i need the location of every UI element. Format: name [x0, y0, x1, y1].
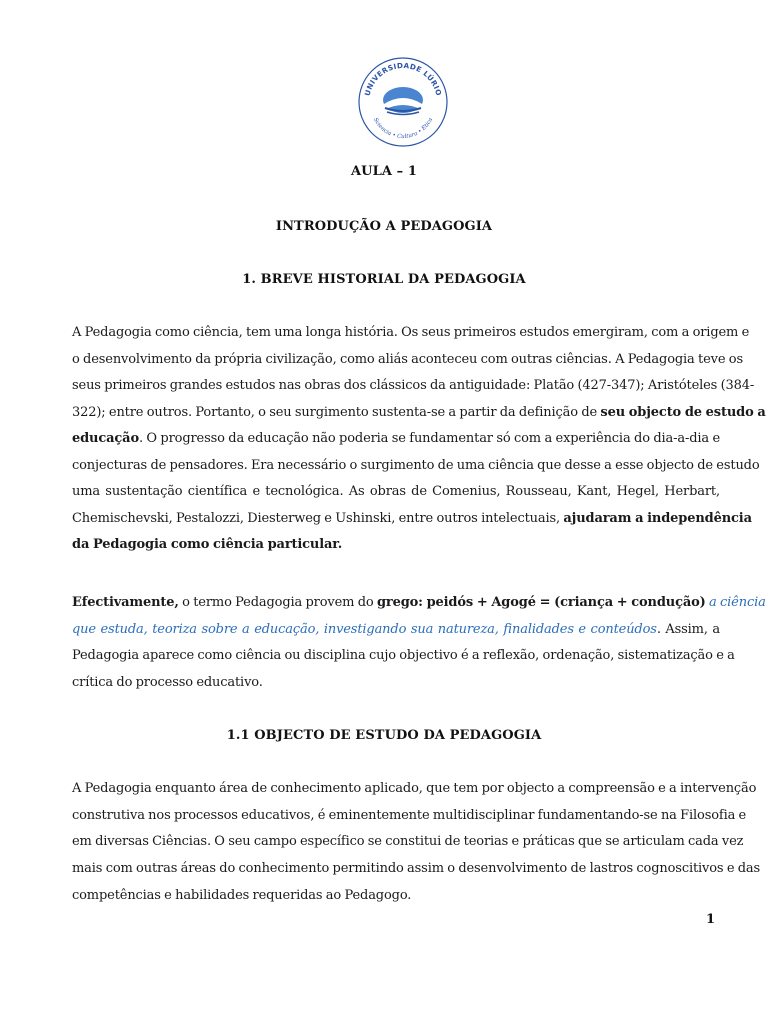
university-logo: [355, 54, 451, 150]
paragraph-object-of-study: [72, 776, 761, 910]
section-1-heading: 1. BREVE HISTORIAL DA PEDAGOGIA: [242, 272, 526, 287]
logo-ring-text: UNIVERSIDADE LÚRIO: [362, 60, 444, 97]
paragraph-line: Pedagogia aparece como ciência ou disciplina cujo objectivo é a reflexão, ordenação, sistematização e a: [72, 648, 735, 663]
text-run: Chemischevski, Pestalozzi, Diesterweg e Ushinski, entre outros intelectuais,: [72, 510, 564, 526]
paragraph-line: construtiva nos processos educativos, é eminentemente multidisciplinar fundamentando-se na Filosofia e: [72, 807, 747, 823]
paragraph-line: o desenvolvimento da própria civilização, como aliás aconteceu com outras ciências. A Pedagogia teve os: [72, 351, 743, 367]
lesson-title: AULA – 1: [350, 164, 418, 179]
bold-text: seu objecto de estudo a: [600, 404, 766, 420]
paragraph-line: seus primeiros grandes estudos nas obras dos clássicos da antiguidade: Platão (427-347); Aristóteles (384-: [72, 378, 755, 393]
logo-motto: Sciencia • Cultura • Etica: [371, 117, 435, 141]
paragraph-line: [72, 590, 766, 617]
bold-text: grego: peidós + Agogé = (criança + condução): [376, 595, 706, 610]
paragraph-etymology: [72, 590, 766, 696]
paragraph-line: [72, 400, 766, 427]
paragraph-line: uma sustentação científica e tecnológica. As obras de Comenius, Rousseau, Kant, Hegel, Herbart,: [72, 484, 720, 499]
section-1-1-heading: 1.1 OBJECTO DE ESTUDO DA PEDAGOGIA: [226, 728, 542, 743]
text-run: . Assim, a: [656, 621, 721, 637]
bold-text: educação: [72, 431, 139, 446]
paragraph-line: A Pedagogia como ciência, tem uma longa história. Os seus primeiros estudos emergiram, com a origem e: [72, 325, 750, 340]
paragraph-line: em diversas Ciências. O seu campo específico se constitui de teorias e práticas que se articulam cada vez: [72, 834, 744, 850]
paragraph-line: [72, 426, 720, 453]
page-number: 1: [706, 912, 716, 927]
paragraph-line: A Pedagogia enquanto área de conhecimento aplicado, que tem por objecto a compreensão e a intervenção: [72, 781, 757, 796]
paragraph-line: competências e habilidades requeridas ao Pedagogo.: [72, 887, 412, 903]
bold-text: Efectivamente,: [72, 595, 179, 610]
paragraph-line: conjecturas de pensadores. Era necessário o surgimento de uma ciência que desse a esse objecto de estudo: [72, 457, 760, 473]
paragraph-history: [72, 320, 766, 559]
text-run: . O progresso da educação não poderia se fundamentar só com a experiência do dia-a-dia e: [138, 431, 720, 446]
bold-text: ajudaram a independência: [563, 510, 752, 526]
highlighted-text: que estuda, teoriza sobre a educação, investigando sua natureza, finalidades e conteúdos: [72, 621, 657, 637]
paragraph-line: mais com outras áreas do conhecimento permitindo assim o desenvolvimento de lastros cognoscitivos e das: [72, 861, 761, 877]
paragraph-line: crítica do processo educativo.: [72, 674, 263, 690]
paragraph-line: [72, 506, 752, 533]
highlighted-text: a ciência: [705, 595, 766, 610]
lesson-subtitle: INTRODUÇÃO A PEDAGOGIA: [275, 219, 493, 234]
text-run: 322); entre outros. Portanto, o seu surgimento sustenta-se a partir da definição de: [72, 404, 601, 420]
text-run: o termo Pedagogia provem do: [178, 595, 377, 610]
paragraph-line: da Pedagogia como ciência particular.: [72, 537, 343, 552]
paragraph-line: [72, 617, 720, 644]
